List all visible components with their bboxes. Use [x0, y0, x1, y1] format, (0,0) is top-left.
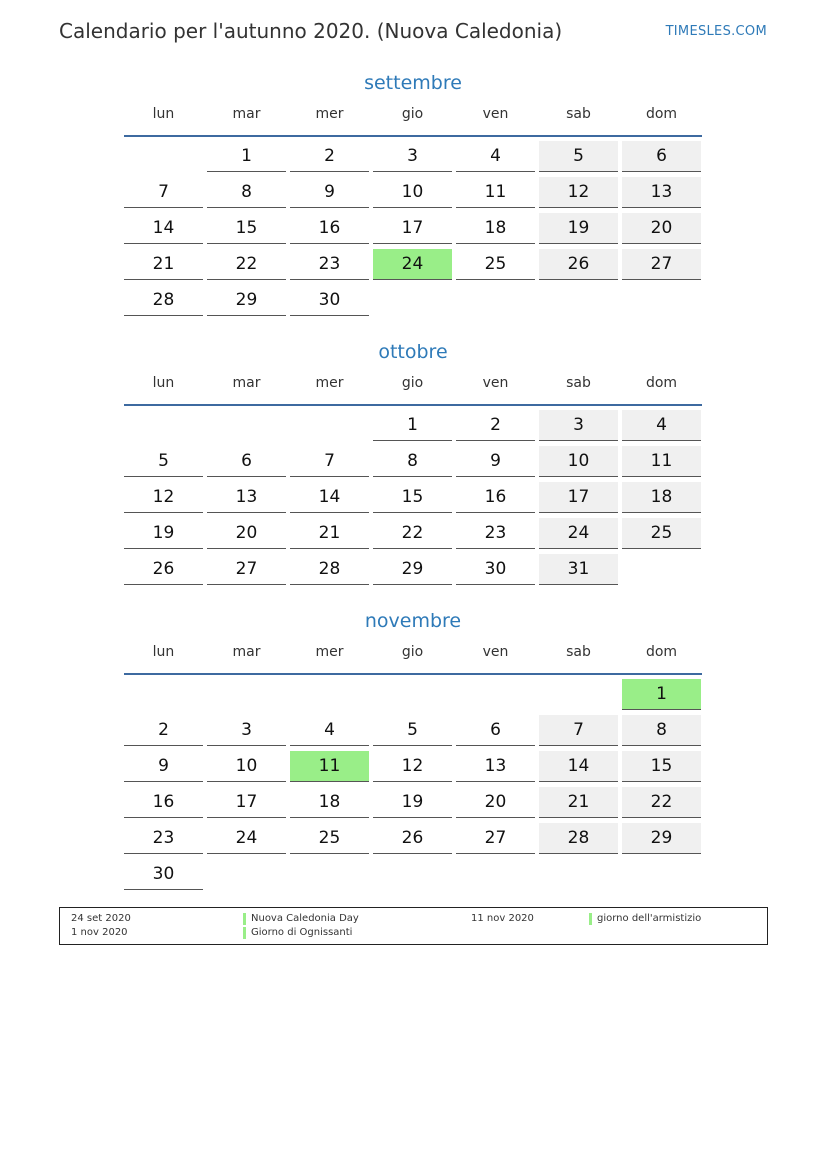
day-cell: 9 — [456, 446, 535, 477]
day-cell: 3 — [539, 410, 618, 441]
empty-day-cell — [622, 554, 701, 585]
holiday-day-cell: 1 — [622, 679, 701, 710]
day-cell: 17 — [373, 213, 452, 244]
day-cell: 12 — [373, 751, 452, 782]
empty-day-cell — [539, 859, 618, 890]
empty-day-cell — [456, 859, 535, 890]
day-cell: 13 — [207, 482, 286, 513]
day-cell: 6 — [456, 715, 535, 746]
day-cell: 11 — [456, 177, 535, 208]
day-cell: 4 — [622, 410, 701, 441]
legend-holiday-name: Giorno di Ognissanti — [251, 927, 353, 938]
day-cell: 2 — [290, 141, 369, 172]
page-title: Calendario per l'autunno 2020. (Nuova Caledonia) — [59, 19, 563, 43]
day-cell: 10 — [207, 751, 286, 782]
day-cell: 24 — [539, 518, 618, 549]
day-cell: 23 — [124, 823, 203, 854]
month-title: ottobre — [378, 341, 448, 363]
week-row — [122, 859, 704, 895]
day-cell: 21 — [124, 249, 203, 280]
day-cell: 9 — [290, 177, 369, 208]
week-row — [122, 285, 704, 321]
day-cell: 14 — [539, 751, 618, 782]
day-cell: 22 — [207, 249, 286, 280]
day-cell: 16 — [456, 482, 535, 513]
day-cell: 30 — [124, 859, 203, 890]
day-cell: 27 — [207, 554, 286, 585]
week-row — [122, 177, 704, 213]
day-cell: 6 — [207, 446, 286, 477]
week-row — [122, 679, 704, 715]
day-cell: 20 — [207, 518, 286, 549]
empty-day-cell — [622, 285, 701, 316]
weekday-label: dom — [645, 375, 678, 391]
day-cell: 19 — [124, 518, 203, 549]
day-cell: 16 — [124, 787, 203, 818]
weekday-label: mar — [232, 375, 261, 391]
month-settembre — [122, 68, 704, 321]
day-cell: 27 — [456, 823, 535, 854]
day-cell: 26 — [539, 249, 618, 280]
week-row — [122, 249, 704, 285]
weekday-header — [122, 642, 704, 672]
holiday-color-marker — [243, 913, 246, 925]
day-cell: 23 — [290, 249, 369, 280]
day-cell: 5 — [373, 715, 452, 746]
holiday-legend — [59, 907, 768, 945]
day-cell: 22 — [373, 518, 452, 549]
day-cell: 30 — [290, 285, 369, 316]
legend-holiday-name: giorno dell'armistizio — [597, 913, 702, 924]
weekday-label: sab — [566, 106, 591, 122]
weekday-label: gio — [401, 106, 424, 122]
month-novembre — [122, 606, 704, 895]
header-divider — [124, 673, 702, 675]
weekday-label: dom — [645, 644, 678, 660]
empty-day-cell — [456, 285, 535, 316]
day-cell: 6 — [622, 141, 701, 172]
header-divider — [124, 404, 702, 406]
day-cell: 8 — [622, 715, 701, 746]
day-cell: 2 — [124, 715, 203, 746]
weekday-label: mar — [232, 106, 261, 122]
empty-day-cell — [124, 141, 203, 172]
day-cell: 9 — [124, 751, 203, 782]
day-cell: 20 — [456, 787, 535, 818]
day-cell: 5 — [539, 141, 618, 172]
day-cell: 16 — [290, 213, 369, 244]
day-cell: 10 — [539, 446, 618, 477]
legend-date: 24 set 2020 — [71, 913, 131, 924]
day-cell: 19 — [539, 213, 618, 244]
weekday-label: ven — [482, 644, 509, 660]
empty-day-cell — [290, 410, 369, 441]
day-cell: 17 — [207, 787, 286, 818]
day-cell: 19 — [373, 787, 452, 818]
week-row — [122, 518, 704, 554]
day-cell: 1 — [373, 410, 452, 441]
empty-day-cell — [373, 285, 452, 316]
day-cell: 5 — [124, 446, 203, 477]
day-cell: 25 — [290, 823, 369, 854]
week-row — [122, 482, 704, 518]
week-row — [122, 823, 704, 859]
legend-date: 1 nov 2020 — [71, 927, 128, 938]
week-row — [122, 410, 704, 446]
weekday-header — [122, 373, 704, 403]
week-row — [122, 141, 704, 177]
day-cell: 21 — [290, 518, 369, 549]
weekday-label: lun — [152, 106, 175, 122]
day-cell: 2 — [456, 410, 535, 441]
day-cell: 18 — [290, 787, 369, 818]
day-cell: 28 — [539, 823, 618, 854]
empty-day-cell — [290, 859, 369, 890]
day-cell: 3 — [373, 141, 452, 172]
empty-day-cell — [207, 410, 286, 441]
month-title: novembre — [364, 610, 462, 632]
day-cell: 26 — [373, 823, 452, 854]
week-row — [122, 787, 704, 823]
day-cell: 12 — [124, 482, 203, 513]
holiday-day-cell: 11 — [290, 751, 369, 782]
empty-day-cell — [124, 410, 203, 441]
month-ottobre — [122, 337, 704, 590]
day-cell: 15 — [207, 213, 286, 244]
empty-day-cell — [456, 679, 535, 710]
day-cell: 14 — [124, 213, 203, 244]
weekday-label: gio — [401, 644, 424, 660]
day-cell: 24 — [207, 823, 286, 854]
day-cell: 30 — [456, 554, 535, 585]
day-cell: 21 — [539, 787, 618, 818]
weekday-label: lun — [152, 644, 175, 660]
weekday-label: gio — [401, 375, 424, 391]
day-cell: 25 — [622, 518, 701, 549]
day-cell: 10 — [373, 177, 452, 208]
day-cell: 14 — [290, 482, 369, 513]
day-cell: 13 — [456, 751, 535, 782]
day-cell: 25 — [456, 249, 535, 280]
day-cell: 7 — [290, 446, 369, 477]
day-cell: 18 — [622, 482, 701, 513]
weekday-label: dom — [645, 106, 678, 122]
day-cell: 28 — [124, 285, 203, 316]
week-row — [122, 751, 704, 787]
day-cell: 26 — [124, 554, 203, 585]
day-cell: 18 — [456, 213, 535, 244]
empty-day-cell — [539, 285, 618, 316]
empty-day-cell — [622, 859, 701, 890]
empty-day-cell — [373, 859, 452, 890]
weekday-label: sab — [566, 644, 591, 660]
weekday-label: ven — [482, 375, 509, 391]
day-cell: 20 — [622, 213, 701, 244]
day-cell: 28 — [290, 554, 369, 585]
day-cell: 13 — [622, 177, 701, 208]
day-cell: 27 — [622, 249, 701, 280]
legend-holiday-name: Nuova Caledonia Day — [251, 913, 359, 924]
weekday-label: mer — [315, 375, 344, 391]
empty-day-cell — [373, 679, 452, 710]
day-cell: 4 — [290, 715, 369, 746]
weekday-label: lun — [152, 375, 175, 391]
day-cell: 15 — [373, 482, 452, 513]
empty-day-cell — [207, 859, 286, 890]
day-cell: 17 — [539, 482, 618, 513]
day-cell: 7 — [539, 715, 618, 746]
weekday-label: mar — [232, 644, 261, 660]
holiday-color-marker — [243, 927, 246, 939]
day-cell: 22 — [622, 787, 701, 818]
day-cell: 12 — [539, 177, 618, 208]
empty-day-cell — [539, 679, 618, 710]
empty-day-cell — [207, 679, 286, 710]
brand-logo[interactable]: TIMESLES.COM — [665, 24, 767, 39]
week-row — [122, 554, 704, 590]
week-row — [122, 715, 704, 751]
holiday-color-marker — [589, 913, 592, 925]
weekday-label: sab — [566, 375, 591, 391]
legend-date: 11 nov 2020 — [471, 913, 534, 924]
weekday-label: mer — [315, 644, 344, 660]
empty-day-cell — [290, 679, 369, 710]
day-cell: 31 — [539, 554, 618, 585]
day-cell: 29 — [207, 285, 286, 316]
day-cell: 29 — [373, 554, 452, 585]
day-cell: 29 — [622, 823, 701, 854]
day-cell: 8 — [207, 177, 286, 208]
day-cell: 11 — [622, 446, 701, 477]
day-cell: 4 — [456, 141, 535, 172]
day-cell: 1 — [207, 141, 286, 172]
day-cell: 23 — [456, 518, 535, 549]
weekday-label: ven — [482, 106, 509, 122]
weekday-label: mer — [315, 106, 344, 122]
week-row — [122, 213, 704, 249]
day-cell: 7 — [124, 177, 203, 208]
month-title: settembre — [364, 72, 462, 94]
week-row — [122, 446, 704, 482]
holiday-day-cell: 24 — [373, 249, 452, 280]
day-cell: 15 — [622, 751, 701, 782]
day-cell: 8 — [373, 446, 452, 477]
weekday-header — [122, 104, 704, 134]
day-cell: 3 — [207, 715, 286, 746]
header-divider — [124, 135, 702, 137]
empty-day-cell — [124, 679, 203, 710]
